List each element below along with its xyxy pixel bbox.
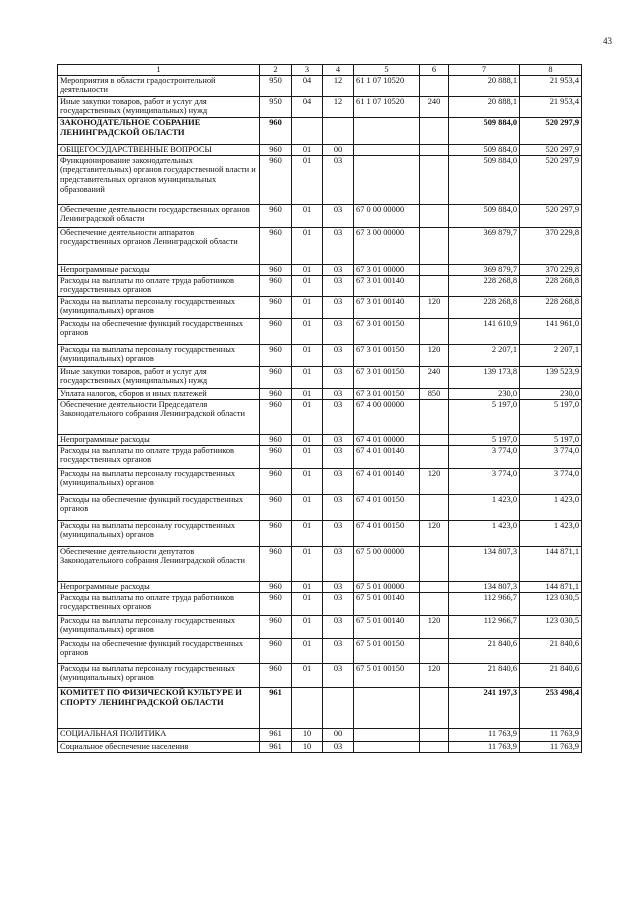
row-amount-col8-cell: 21 953,4 — [520, 96, 582, 117]
row-expense-type-cell — [420, 445, 449, 468]
column-header-7: 7 — [449, 65, 520, 76]
row-name-cell: Мероприятия в области градостроительной деятельности — [58, 75, 260, 96]
row-amount-col8-cell: 3 774,0 — [520, 445, 582, 468]
row-expense-type-cell — [420, 494, 449, 520]
row-subsection-cell: 03 — [323, 264, 354, 275]
row-amount-col7-cell: 20 888,1 — [449, 96, 520, 117]
row-section-cell: 04 — [292, 75, 323, 96]
row-name-cell: Обеспечение деятельности государственных органов Ленинградской области — [58, 204, 260, 227]
table-row — [58, 366, 582, 388]
row-expense-type-cell — [420, 741, 449, 752]
row-amount-col7-cell: 5 197,0 — [449, 434, 520, 445]
row-amount-col8-cell: 11 763,9 — [520, 728, 582, 741]
row-amount-col8-cell: 370 229,8 — [520, 264, 582, 275]
row-expense-type-cell — [420, 204, 449, 227]
row-name-cell: Расходы на обеспечение функций государственных органов — [58, 318, 260, 344]
row-code-cell: 960 — [260, 204, 292, 227]
table-row — [58, 75, 582, 96]
row-amount-col7-cell: 509 884,0 — [449, 155, 520, 204]
row-name-cell: Обеспечение деятельности Председателя Законодательного собрания Ленинградской области — [58, 399, 260, 434]
row-amount-col7-cell: 509 884,0 — [449, 117, 520, 144]
row-expense-type-cell: 240 — [420, 96, 449, 117]
row-subsection-cell: 03 — [323, 468, 354, 494]
row-expense-type-cell: 120 — [420, 468, 449, 494]
row-section-cell: 01 — [292, 264, 323, 275]
row-amount-col7-cell: 21 840,6 — [449, 638, 520, 663]
row-code-cell: 960 — [260, 155, 292, 204]
table-row — [58, 468, 582, 494]
row-code-cell: 960 — [260, 117, 292, 144]
row-section-cell: 01 — [292, 546, 323, 581]
row-target-code-cell: 67 3 01 00150 — [354, 366, 420, 388]
row-section-cell: 01 — [292, 468, 323, 494]
row-code-cell: 950 — [260, 96, 292, 117]
row-expense-type-cell — [420, 155, 449, 204]
row-name-cell: Расходы на выплаты персоналу государственных (муниципальных) органов — [58, 520, 260, 546]
row-amount-col7-cell: 509 884,0 — [449, 204, 520, 227]
row-subsection-cell: 03 — [323, 581, 354, 592]
row-target-code-cell: 61 1 07 10520 — [354, 96, 420, 117]
table-row — [58, 296, 582, 318]
row-amount-col8-cell: 1 423,0 — [520, 494, 582, 520]
row-amount-col8-cell: 230,0 — [520, 388, 582, 399]
table-row — [58, 264, 582, 275]
row-subsection-cell — [323, 117, 354, 144]
row-name-cell: Обеспечение деятельности аппаратов государственных органов Ленинградской области — [58, 227, 260, 264]
row-expense-type-cell — [420, 592, 449, 615]
row-subsection-cell: 03 — [323, 663, 354, 687]
row-amount-col8-cell: 123 030,5 — [520, 615, 582, 638]
row-amount-col7-cell: 5 197,0 — [449, 399, 520, 434]
row-target-code-cell: 67 3 01 00140 — [354, 275, 420, 296]
row-name-cell: ЗАКОНОДАТЕЛЬНОЕ СОБРАНИЕ ЛЕНИНГРАДСКОЙ ОБЛАСТИ — [58, 117, 260, 144]
row-amount-col8-cell: 1 423,0 — [520, 520, 582, 546]
column-header-6: 6 — [420, 65, 449, 76]
row-name-cell: Расходы на выплаты персоналу государственных (муниципальных) органов — [58, 663, 260, 687]
row-name-cell: Иные закупки товаров, работ и услуг для государственных (муниципальных) нужд — [58, 96, 260, 117]
row-name-cell: Непрограммные расходы — [58, 264, 260, 275]
row-name-cell: Расходы на обеспечение функций государственных органов — [58, 494, 260, 520]
row-amount-col7-cell: 134 807,3 — [449, 581, 520, 592]
row-code-cell: 960 — [260, 144, 292, 155]
row-section-cell: 01 — [292, 204, 323, 227]
row-name-cell: КОМИТЕТ ПО ФИЗИЧЕСКОЙ КУЛЬТУРЕ И СПОРТУ ЛЕНИНГРАДСКОЙ ОБЛАСТИ — [58, 687, 260, 728]
row-target-code-cell: 67 4 01 00150 — [354, 494, 420, 520]
row-code-cell: 960 — [260, 546, 292, 581]
row-target-code-cell: 67 4 01 00140 — [354, 468, 420, 494]
row-amount-col7-cell: 112 966,7 — [449, 615, 520, 638]
row-target-code-cell — [354, 155, 420, 204]
row-expense-type-cell — [420, 581, 449, 592]
table-row — [58, 638, 582, 663]
row-code-cell: 960 — [260, 275, 292, 296]
row-code-cell: 960 — [260, 388, 292, 399]
row-target-code-cell: 67 5 01 00150 — [354, 663, 420, 687]
column-header-8: 8 — [520, 65, 582, 76]
row-subsection-cell: 03 — [323, 741, 354, 752]
row-name-cell: Социальное обеспечение населения — [58, 741, 260, 752]
row-amount-col7-cell: 509 884,0 — [449, 144, 520, 155]
row-target-code-cell: 67 0 00 00000 — [354, 204, 420, 227]
row-expense-type-cell — [420, 75, 449, 96]
row-subsection-cell: 03 — [323, 445, 354, 468]
row-name-cell: Расходы на выплаты по оплате труда работников государственных органов — [58, 275, 260, 296]
row-expense-type-cell — [420, 117, 449, 144]
row-amount-col7-cell: 11 763,9 — [449, 741, 520, 752]
row-target-code-cell: 67 3 00 00000 — [354, 227, 420, 264]
table-row — [58, 592, 582, 615]
row-target-code-cell — [354, 117, 420, 144]
row-target-code-cell: 67 5 01 00140 — [354, 592, 420, 615]
table-row — [58, 144, 582, 155]
row-name-cell: Иные закупки товаров, работ и услуг для государственных (муниципальных) нужд — [58, 366, 260, 388]
row-subsection-cell: 03 — [323, 227, 354, 264]
row-amount-col8-cell: 11 763,9 — [520, 741, 582, 752]
row-code-cell: 950 — [260, 75, 292, 96]
row-subsection-cell: 03 — [323, 494, 354, 520]
row-amount-col8-cell: 520 297,9 — [520, 204, 582, 227]
row-code-cell: 960 — [260, 494, 292, 520]
row-subsection-cell: 03 — [323, 434, 354, 445]
row-expense-type-cell — [420, 318, 449, 344]
row-section-cell: 01 — [292, 227, 323, 264]
row-subsection-cell: 03 — [323, 399, 354, 434]
row-section-cell: 01 — [292, 592, 323, 615]
row-target-code-cell: 67 4 01 00150 — [354, 520, 420, 546]
row-subsection-cell: 03 — [323, 546, 354, 581]
table-row — [58, 615, 582, 638]
row-code-cell: 960 — [260, 264, 292, 275]
row-code-cell: 960 — [260, 638, 292, 663]
row-amount-col7-cell: 369 879,7 — [449, 227, 520, 264]
table-row — [58, 546, 582, 581]
table-row — [58, 275, 582, 296]
row-subsection-cell: 03 — [323, 366, 354, 388]
row-code-cell: 960 — [260, 318, 292, 344]
row-target-code-cell: 67 3 01 00150 — [354, 388, 420, 399]
row-expense-type-cell — [420, 227, 449, 264]
row-amount-col8-cell: 21 840,6 — [520, 663, 582, 687]
row-name-cell: Функционирование законодательных (представительных) органов государственной власти и представительных органов муниципальных образований — [58, 155, 260, 204]
row-amount-col8-cell: 2 207,1 — [520, 344, 582, 366]
row-section-cell: 01 — [292, 155, 323, 204]
row-amount-col7-cell: 369 879,7 — [449, 264, 520, 275]
row-amount-col8-cell: 228 268,8 — [520, 275, 582, 296]
row-section-cell: 01 — [292, 581, 323, 592]
row-expense-type-cell — [420, 275, 449, 296]
row-target-code-cell — [354, 144, 420, 155]
row-expense-type-cell — [420, 434, 449, 445]
row-amount-col7-cell: 228 268,8 — [449, 275, 520, 296]
row-target-code-cell: 61 1 07 10520 — [354, 75, 420, 96]
row-section-cell: 10 — [292, 728, 323, 741]
row-code-cell: 960 — [260, 296, 292, 318]
row-name-cell: Расходы на выплаты персоналу государственных (муниципальных) органов — [58, 344, 260, 366]
row-code-cell: 960 — [260, 344, 292, 366]
row-code-cell: 960 — [260, 366, 292, 388]
row-subsection-cell: 03 — [323, 592, 354, 615]
row-target-code-cell: 67 5 01 00140 — [354, 615, 420, 638]
row-amount-col8-cell: 144 871,1 — [520, 581, 582, 592]
row-amount-col8-cell: 520 297,9 — [520, 117, 582, 144]
row-code-cell: 960 — [260, 227, 292, 264]
row-section-cell: 01 — [292, 399, 323, 434]
row-amount-col8-cell: 520 297,9 — [520, 155, 582, 204]
row-subsection-cell: 03 — [323, 204, 354, 227]
row-amount-col7-cell: 11 763,9 — [449, 728, 520, 741]
row-code-cell: 960 — [260, 592, 292, 615]
row-amount-col8-cell: 3 774,0 — [520, 468, 582, 494]
row-section-cell: 01 — [292, 434, 323, 445]
row-amount-col7-cell: 139 173,8 — [449, 366, 520, 388]
column-header-3: 3 — [292, 65, 323, 76]
row-expense-type-cell — [420, 399, 449, 434]
row-name-cell: Непрограммные расходы — [58, 581, 260, 592]
table-row — [58, 227, 582, 264]
row-section-cell: 04 — [292, 96, 323, 117]
row-amount-col7-cell: 2 207,1 — [449, 344, 520, 366]
budget-table — [57, 64, 582, 753]
column-header-1: 1 — [58, 65, 260, 76]
row-amount-col8-cell: 21 953,4 — [520, 75, 582, 96]
row-code-cell: 960 — [260, 581, 292, 592]
row-amount-col7-cell: 230,0 — [449, 388, 520, 399]
row-amount-col8-cell: 141 961,0 — [520, 318, 582, 344]
row-target-code-cell: 67 4 00 00000 — [354, 399, 420, 434]
row-section-cell: 01 — [292, 494, 323, 520]
row-section-cell — [292, 687, 323, 728]
row-amount-col8-cell: 5 197,0 — [520, 434, 582, 445]
column-number-row — [58, 65, 582, 76]
row-code-cell: 961 — [260, 687, 292, 728]
table-row — [58, 687, 582, 728]
row-expense-type-cell: 120 — [420, 344, 449, 366]
row-code-cell: 961 — [260, 728, 292, 741]
row-amount-col8-cell: 520 297,9 — [520, 144, 582, 155]
row-amount-col7-cell: 3 774,0 — [449, 468, 520, 494]
table-row — [58, 741, 582, 752]
table-row — [58, 155, 582, 204]
row-subsection-cell: 00 — [323, 728, 354, 741]
row-subsection-cell: 03 — [323, 520, 354, 546]
row-code-cell: 960 — [260, 445, 292, 468]
row-section-cell: 01 — [292, 344, 323, 366]
table-row — [58, 388, 582, 399]
row-amount-col8-cell: 123 030,5 — [520, 592, 582, 615]
page-number: 43 — [603, 36, 612, 46]
row-target-code-cell: 67 5 01 00000 — [354, 581, 420, 592]
row-amount-col7-cell: 241 197,3 — [449, 687, 520, 728]
row-subsection-cell: 03 — [323, 638, 354, 663]
table-row — [58, 663, 582, 687]
row-expense-type-cell: 240 — [420, 366, 449, 388]
row-section-cell: 01 — [292, 520, 323, 546]
row-name-cell: Расходы на выплаты персоналу государственных (муниципальных) органов — [58, 296, 260, 318]
row-code-cell: 960 — [260, 468, 292, 494]
row-section-cell: 01 — [292, 638, 323, 663]
row-code-cell: 960 — [260, 520, 292, 546]
row-amount-col7-cell: 134 807,3 — [449, 546, 520, 581]
row-expense-type-cell: 120 — [420, 520, 449, 546]
row-section-cell: 01 — [292, 663, 323, 687]
row-subsection-cell: 03 — [323, 344, 354, 366]
row-code-cell: 960 — [260, 434, 292, 445]
row-name-cell: СОЦИАЛЬНАЯ ПОЛИТИКА — [58, 728, 260, 741]
row-name-cell: Уплата налогов, сборов и иных платежей — [58, 388, 260, 399]
row-amount-col8-cell: 144 871,1 — [520, 546, 582, 581]
row-expense-type-cell — [420, 546, 449, 581]
row-section-cell: 01 — [292, 615, 323, 638]
row-amount-col8-cell: 253 498,4 — [520, 687, 582, 728]
row-section-cell: 01 — [292, 275, 323, 296]
table-row — [58, 728, 582, 741]
table-row — [58, 117, 582, 144]
row-subsection-cell: 12 — [323, 75, 354, 96]
row-expense-type-cell: 850 — [420, 388, 449, 399]
row-amount-col8-cell: 139 523,9 — [520, 366, 582, 388]
row-subsection-cell — [323, 687, 354, 728]
column-header-5: 5 — [354, 65, 420, 76]
row-code-cell: 960 — [260, 615, 292, 638]
row-amount-col8-cell: 228 268,8 — [520, 296, 582, 318]
row-target-code-cell — [354, 741, 420, 752]
row-target-code-cell: 67 3 01 00000 — [354, 264, 420, 275]
row-name-cell: Непрограммные расходы — [58, 434, 260, 445]
row-name-cell: Расходы на выплаты персоналу государственных (муниципальных) органов — [58, 468, 260, 494]
row-amount-col7-cell: 141 610,9 — [449, 318, 520, 344]
row-target-code-cell: 67 3 01 00140 — [354, 296, 420, 318]
column-header-2: 2 — [260, 65, 292, 76]
row-amount-col7-cell: 1 423,0 — [449, 520, 520, 546]
table-row — [58, 399, 582, 434]
row-target-code-cell — [354, 728, 420, 741]
table-row — [58, 96, 582, 117]
row-name-cell: Расходы на обеспечение функций государственных органов — [58, 638, 260, 663]
row-subsection-cell: 03 — [323, 275, 354, 296]
row-section-cell — [292, 117, 323, 144]
budget-table-body — [58, 65, 582, 753]
row-target-code-cell: 67 3 01 00150 — [354, 344, 420, 366]
row-section-cell: 01 — [292, 366, 323, 388]
row-code-cell: 960 — [260, 663, 292, 687]
row-subsection-cell: 00 — [323, 144, 354, 155]
column-header-4: 4 — [323, 65, 354, 76]
row-name-cell: Расходы на выплаты персоналу государственных (муниципальных) органов — [58, 615, 260, 638]
table-row — [58, 204, 582, 227]
table-row — [58, 445, 582, 468]
row-amount-col7-cell: 112 966,7 — [449, 592, 520, 615]
row-amount-col7-cell: 20 888,1 — [449, 75, 520, 96]
row-target-code-cell: 67 3 01 00150 — [354, 318, 420, 344]
row-subsection-cell: 03 — [323, 318, 354, 344]
row-amount-col8-cell: 370 229,8 — [520, 227, 582, 264]
table-row — [58, 434, 582, 445]
row-section-cell: 01 — [292, 144, 323, 155]
row-expense-type-cell: 120 — [420, 663, 449, 687]
row-subsection-cell: 03 — [323, 615, 354, 638]
row-section-cell: 01 — [292, 445, 323, 468]
row-subsection-cell: 03 — [323, 296, 354, 318]
table-row — [58, 494, 582, 520]
row-amount-col7-cell: 21 840,6 — [449, 663, 520, 687]
row-subsection-cell: 03 — [323, 388, 354, 399]
row-code-cell: 961 — [260, 741, 292, 752]
row-amount-col8-cell: 21 840,6 — [520, 638, 582, 663]
row-name-cell: Расходы на выплаты по оплате труда работников государственных органов — [58, 592, 260, 615]
row-target-code-cell — [354, 687, 420, 728]
row-name-cell: Обеспечение деятельности депутатов Законодательного собрания Ленинградской области — [58, 546, 260, 581]
row-expense-type-cell — [420, 144, 449, 155]
table-row — [58, 581, 582, 592]
row-expense-type-cell: 120 — [420, 615, 449, 638]
row-code-cell: 960 — [260, 399, 292, 434]
table-row — [58, 318, 582, 344]
row-expense-type-cell: 120 — [420, 296, 449, 318]
row-expense-type-cell — [420, 687, 449, 728]
row-amount-col7-cell: 228 268,8 — [449, 296, 520, 318]
row-expense-type-cell — [420, 638, 449, 663]
row-amount-col7-cell: 3 774,0 — [449, 445, 520, 468]
table-row — [58, 520, 582, 546]
table-row — [58, 344, 582, 366]
row-expense-type-cell — [420, 264, 449, 275]
row-target-code-cell: 67 4 01 00140 — [354, 445, 420, 468]
row-section-cell: 01 — [292, 388, 323, 399]
row-expense-type-cell — [420, 728, 449, 741]
row-target-code-cell: 67 5 01 00150 — [354, 638, 420, 663]
row-subsection-cell: 12 — [323, 96, 354, 117]
row-target-code-cell: 67 5 00 00000 — [354, 546, 420, 581]
row-name-cell: Расходы на выплаты по оплате труда работников государственных органов — [58, 445, 260, 468]
row-section-cell: 01 — [292, 318, 323, 344]
row-amount-col7-cell: 1 423,0 — [449, 494, 520, 520]
row-target-code-cell: 67 4 01 00000 — [354, 434, 420, 445]
row-section-cell: 10 — [292, 741, 323, 752]
row-amount-col8-cell: 5 197,0 — [520, 399, 582, 434]
row-section-cell: 01 — [292, 296, 323, 318]
row-subsection-cell: 03 — [323, 155, 354, 204]
row-name-cell: ОБЩЕГОСУДАРСТВЕННЫЕ ВОПРОСЫ — [58, 144, 260, 155]
